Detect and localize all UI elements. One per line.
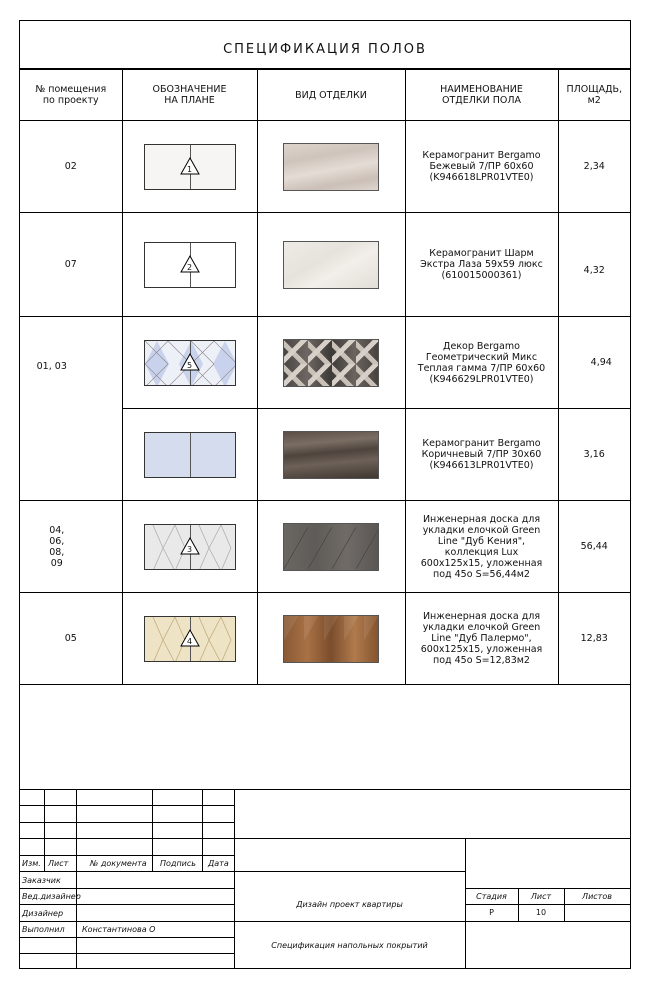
page-title: СПЕЦИФИКАЦИЯ ПОЛОВ bbox=[20, 21, 630, 69]
table-row bbox=[20, 213, 630, 317]
finish-name: Инженерная доска для укладки елочкой Green Line "Дуб Кения", коллекция Lux 600х125х15, уложенная под 45о S=56,44м2 bbox=[405, 501, 558, 593]
plan-mark bbox=[144, 616, 236, 662]
stamp-performed: Выполнил bbox=[22, 925, 65, 934]
plan-mark bbox=[144, 340, 236, 386]
area-value: 4,32 bbox=[558, 213, 630, 317]
stamp-header-doc: № документа bbox=[90, 859, 147, 868]
stamp-header-sign: Подпись bbox=[160, 859, 196, 868]
plan-mark bbox=[144, 524, 236, 570]
drawing-sheet bbox=[19, 20, 631, 969]
triangle-mark-icon: 2 bbox=[180, 255, 200, 273]
col-header-area: ПЛОЩАДЬ, м2 bbox=[558, 70, 630, 121]
room-number: 07 bbox=[20, 213, 122, 317]
finish-sample-image bbox=[283, 339, 379, 387]
col-header-mark: ОБОЗНАЧЕНИЕ НА ПЛАНЕ bbox=[122, 70, 257, 121]
stamp-sheet-label: Лист bbox=[530, 892, 552, 901]
finish-name: Инженерная доска для укладки елочкой Green Line "Дуб Палермо", 600х125х15, уложенная под 45о S=12,83м2 bbox=[405, 593, 558, 685]
stamp-customer: Заказчик bbox=[22, 876, 61, 885]
stamp-header-list: Лист bbox=[48, 859, 69, 868]
stamp-performer-name: Константинова О bbox=[82, 925, 156, 934]
room-number: 04, 06, 08, 09 bbox=[20, 501, 122, 593]
finish-name: Керамогранит Шарм Экстра Лаза 59х59 люкс (610015000361) bbox=[405, 213, 558, 317]
area-value: 4,94 bbox=[558, 317, 630, 409]
plan-mark bbox=[144, 432, 236, 478]
stamp-sheet-title: Спецификация напольных покрытий bbox=[271, 941, 428, 950]
area-value: 56,44 bbox=[558, 501, 630, 593]
finish-name: Керамогранит Bergamo Бежевый 7/ПР 60х60 (K946618LPR01VTE0) bbox=[405, 121, 558, 213]
plan-mark bbox=[144, 242, 236, 288]
stamp-project: Дизайн проект квартиры bbox=[296, 900, 403, 909]
stamp-header-date: Дата bbox=[208, 859, 229, 868]
col-header-name: НАИМЕНОВАНИЕ ОТДЕЛКИ ПОЛА bbox=[405, 70, 558, 121]
table-row bbox=[20, 121, 630, 213]
triangle-mark-icon: 4 bbox=[180, 629, 200, 647]
col-header-finish: ВИД ОТДЕЛКИ bbox=[257, 70, 405, 121]
col-header-room: № помещения по проекту bbox=[20, 70, 122, 121]
stamp-sheet-number: 10 bbox=[535, 908, 547, 917]
table-row bbox=[20, 317, 630, 409]
table-row bbox=[20, 501, 630, 593]
area-value: 2,34 bbox=[558, 121, 630, 213]
finish-sample-image bbox=[283, 523, 379, 571]
triangle-mark-icon: 1 bbox=[180, 157, 200, 175]
room-number: 05 bbox=[20, 593, 122, 685]
finish-name: Керамогранит Bergamo Коричневый 7/ПР 30х60 (K946613LPR01VTE0) bbox=[405, 409, 558, 501]
stamp-stage-value: Р bbox=[489, 908, 494, 917]
stamp-header-izm: Изм. bbox=[22, 859, 41, 868]
title-block bbox=[20, 789, 630, 969]
stamp-lead-designer: Вед.дизайнер bbox=[22, 892, 81, 901]
finish-sample-image bbox=[283, 143, 379, 191]
triangle-mark-icon: 3 bbox=[180, 537, 200, 555]
finish-sample-image bbox=[283, 241, 379, 289]
room-number: 02 bbox=[20, 121, 122, 213]
room-number: 01, 03 bbox=[20, 317, 122, 501]
table-header bbox=[20, 70, 630, 121]
table-row bbox=[20, 593, 630, 685]
finish-sample-image bbox=[283, 431, 379, 479]
spec-table bbox=[20, 69, 630, 685]
area-value: 12,83 bbox=[558, 593, 630, 685]
triangle-mark-icon: 5 bbox=[180, 353, 200, 371]
plan-mark bbox=[144, 144, 236, 190]
finish-sample-image bbox=[283, 615, 379, 663]
area-value: 3,16 bbox=[558, 409, 630, 501]
stamp-designer: Дизайнер bbox=[22, 909, 64, 918]
finish-name: Декор Bergamo Геометрический Микс Теплая гамма 7/ПР 60х60 (K946629LPR01VTE0) bbox=[405, 317, 558, 409]
stamp-sheets-label: Листов bbox=[582, 892, 612, 901]
stamp-stage-label: Стадия bbox=[476, 892, 507, 901]
